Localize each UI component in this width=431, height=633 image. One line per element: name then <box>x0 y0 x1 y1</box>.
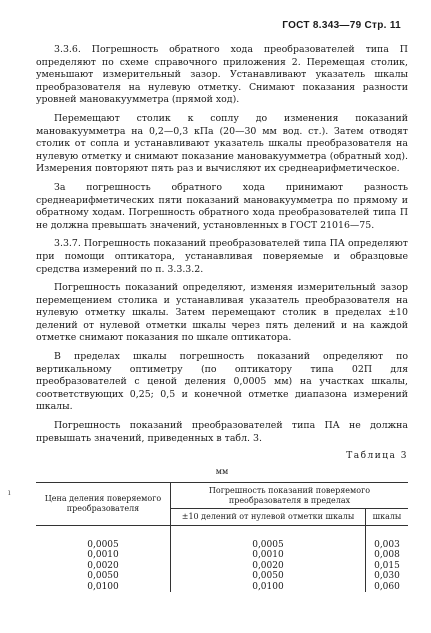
margin-mark: ı <box>8 488 11 497</box>
table-row <box>36 540 408 551</box>
paragraph-reverse-error: За погрешность обратного хода принимают разность среднеарифметических пяти показаний мановакуумметра по прямому и обратному ходам. Погрешность обратного хода преобразователей типа П не должна превышать значений, установленных в ГОСТ 21016—75. <box>36 181 408 231</box>
col-header-scale-division: Цена деления поверяемого преобразователя <box>36 483 171 526</box>
table-cell: 0,0005 <box>171 540 366 551</box>
table-cell: 0,003 <box>374 539 400 550</box>
table-title: Таблица 3 <box>346 451 408 462</box>
paragraph-error-method: Погрешность показаний определяют, изменяя измерительный зазор перемещением столика и устанавливая указатель преобразователя на нулевую отметку шкалы. Затем перемещают столик в пределах ±10 делений от нулевой отметки шкалы через пять делений и на каждой отметке снимают показания по шкале оптикатора. <box>36 282 408 344</box>
paragraph-move-table: Перемещают столик к соплу до изменения показаний мановакуумметра на 0,2—0,3 кПа (20—30 мм вод. ст.). Затем отводят столик от сопла и устанавливают указатель шкалы преобразователя на нулевую отметку и снимают показание мановакуумметра (обратный ход). Измерения повторяют пять раз и вычисляют их среднеарифметическое. <box>36 112 408 175</box>
table-cell: 0,0010 <box>36 550 171 561</box>
col-header-plus-minus-10: ±10 делений от нулевой отметки шкалы <box>171 509 366 526</box>
table-cell: 0,0020 <box>36 561 171 572</box>
paragraph-scale-limits: В пределах шкалы погрешность показаний определяют по вертикальному оптиметру (по оптикатору типа 02П для преобразователей с ценой деления 0,0005 мм) на участках шкалы, соответствующих 0,25; 0,5 и конечной отметке диапазона измерений шкалы. <box>36 351 408 413</box>
table-cell: 0,060 <box>374 581 400 592</box>
col-header-error-group: Погрешность показаний поверяемого преобразователя в пределах <box>171 483 409 509</box>
paragraph-table-ref: Погрешность показаний преобразователей типа ПА не должна превышать значений, приведенных в табл. 3. <box>36 420 408 444</box>
table-unit: мм <box>215 467 229 477</box>
table-cell: 0,0050 <box>36 571 171 582</box>
table-cell: 0,0050 <box>171 571 366 582</box>
document-body <box>36 44 408 592</box>
table-row <box>36 561 408 572</box>
table-row <box>36 550 408 561</box>
table-cell: 0,0020 <box>171 561 366 572</box>
table-cell: 0,0100 <box>171 582 366 593</box>
table-cell: 0,0010 <box>171 550 366 561</box>
table-row <box>36 571 408 582</box>
table-cell: 0,030 <box>374 571 400 582</box>
table-cell: 0,015 <box>374 560 400 571</box>
table-cell: 0,008 <box>374 550 400 561</box>
col-header-scale: шкалы <box>365 509 408 526</box>
table-row <box>36 582 408 593</box>
paragraph-3-3-6: 3.3.6. Погрешность обратного хода преобразователей типа П определяют по схеме справочного приложения 2. Перемещая столик, уменьшают измерительный зазор. Устанавливают указатель шкалы преобразователя на нулевую отметку. Снимают показания разности уровней мановакуумметра (прямой ход). <box>36 44 408 106</box>
page-header: ГОСТ 8.343—79 Стр. 11 <box>282 20 401 31</box>
paragraph-3-3-7: 3.3.7. Погрешность показаний преобразователей типа ПА определяют при помощи оптикатора, устанавливая поверяемые и образцовые средства измерений по п. 3.3.3.2. <box>36 238 408 275</box>
table-3 <box>36 482 408 592</box>
table-cell: 0,0100 <box>36 582 171 593</box>
table-cell: 0,0005 <box>36 540 171 551</box>
